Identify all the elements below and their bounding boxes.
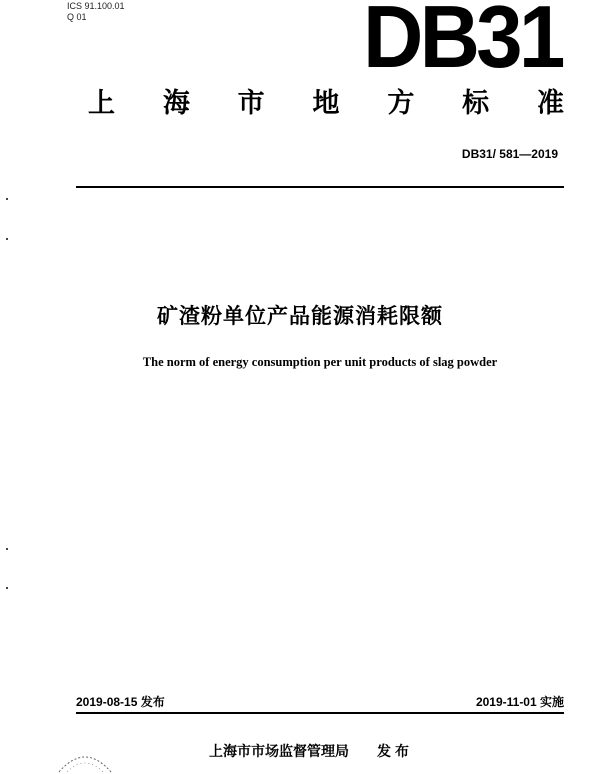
standard-type-char: 方 (387, 88, 415, 119)
standard-type-char: 标 (462, 88, 490, 119)
standard-type-char: 市 (237, 88, 265, 119)
db-standard-mark: DB31 (363, 0, 562, 86)
scan-speck (6, 198, 8, 200)
standard-type-char: 准 (536, 88, 564, 119)
issue-date: 2019-08-15 发布 (76, 695, 165, 709)
ics-code: ICS 91.100.01 (67, 1, 125, 11)
issuing-authority: 上海市市场监督管理局 (209, 744, 349, 760)
scan-speck (6, 548, 8, 550)
standard-type-title (88, 86, 564, 122)
bottom-divider (76, 712, 564, 714)
standard-type-char: 海 (162, 88, 190, 119)
standard-type-char: 地 (312, 88, 340, 119)
document-title-english: The norm of energy consumption per unit products of slag powder (142, 355, 498, 369)
implementation-date: 2019-11-01 实施 (475, 695, 564, 709)
classification-codes (67, 1, 125, 23)
scan-speck (6, 238, 8, 240)
publisher-line (0, 741, 600, 761)
standard-type-char: 上 (88, 88, 115, 119)
document-title-chinese: 矿渣粉单位产品能源消耗限额 (157, 304, 443, 328)
top-divider (76, 186, 564, 188)
category-code: Q 01 (67, 12, 87, 22)
issue-action: 发布 (377, 744, 413, 760)
standard-number: DB31/ 581—2019 (461, 147, 558, 161)
scan-speck (6, 587, 8, 589)
